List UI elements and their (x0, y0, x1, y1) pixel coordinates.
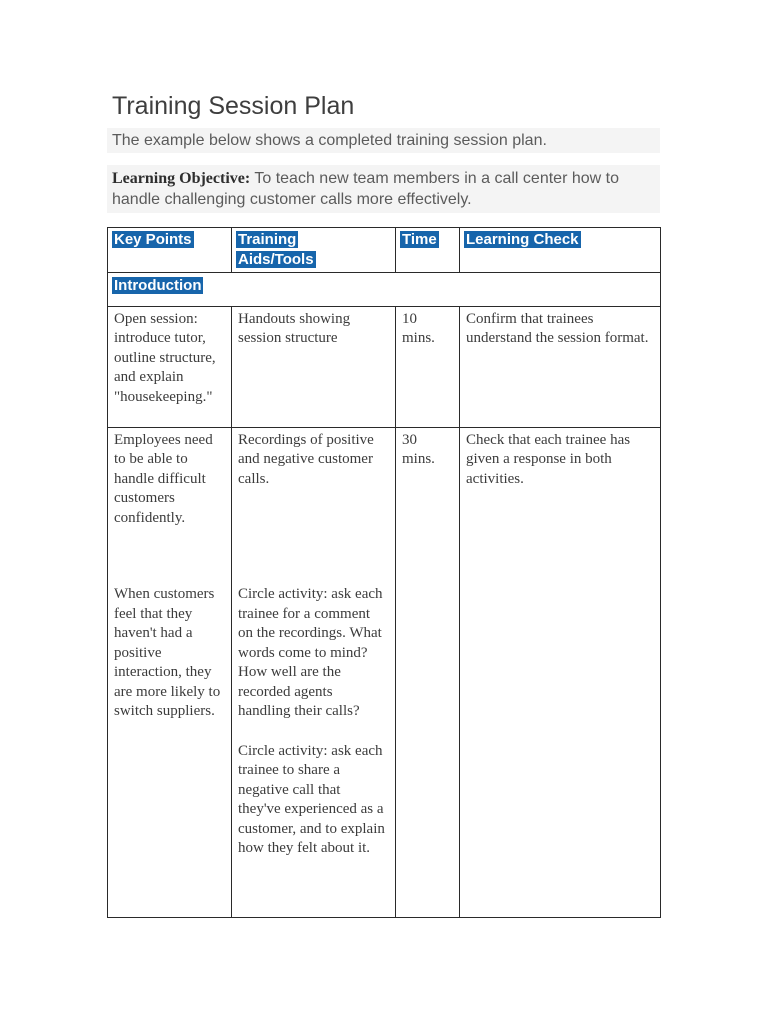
paragraph: Recordings of positive and negative customer calls. (238, 431, 374, 487)
header-time (396, 227, 460, 272)
table-row (108, 427, 661, 917)
row1-training-aids-cell (232, 306, 396, 427)
paragraph: Handouts showing session structure (238, 310, 351, 347)
page-title: Training Session Plan (112, 92, 355, 120)
training-plan-table (107, 227, 661, 918)
section-cell-introduction (108, 272, 661, 306)
paragraph: Employees need to be able to handle difficult customers confidently. (114, 431, 213, 526)
row1-key-points-cell (108, 306, 232, 427)
header-training-aids-tools (232, 227, 396, 272)
paragraph: Circle activity: ask each trainee to share a negative call that they've experienced as a customer, and to explain how they felt about it. (238, 742, 385, 857)
intro-paragraph: The example below shows a completed training session plan. (107, 128, 660, 153)
row1-time-cell (396, 306, 460, 427)
row2-time-cell (396, 427, 460, 917)
paragraph: Open session: introduce tutor, outline structure, and explain "housekeeping." (114, 310, 216, 405)
header-training-aids-tools-label: Training Aids/Tools (238, 230, 314, 268)
row2-learning-check-cell (460, 427, 661, 917)
header-learning-check-label: Learning Check (466, 230, 579, 248)
header-key-points-label: Key Points (114, 230, 192, 248)
paragraph: Check that each trainee has given a response in both activities. (466, 431, 631, 487)
document-content (107, 92, 660, 918)
row1-learning-check-cell (460, 306, 661, 427)
section-introduction-label: Introduction (114, 276, 202, 294)
header-learning-check (460, 227, 661, 272)
section-row (108, 272, 661, 306)
paragraph: Circle activity: ask each trainee for a comment on the recordings. What words come to mind? How well are the recorded agents handling their calls? (238, 586, 383, 720)
learning-objective-label: Learning Objective: (112, 169, 251, 187)
learning-objective-paragraph (107, 165, 660, 213)
table-header-row (108, 227, 661, 272)
header-time-label: Time (402, 230, 437, 248)
paragraph: Confirm that trainees understand the session format. (466, 310, 649, 347)
row2-key-points-cell (108, 427, 232, 917)
paragraph: When customers feel that they haven't had a positive interaction, they are more likely to switch suppliers. (114, 586, 221, 720)
header-key-points (108, 227, 232, 272)
learning-objective-text: To teach new team members in a call center how to handle challenging customer calls more effectively. (112, 169, 619, 208)
paragraph: 30 mins. (402, 431, 435, 468)
paragraph: 10 mins. (402, 310, 435, 347)
table-row (108, 306, 661, 427)
row2-training-aids-cell (232, 427, 396, 917)
